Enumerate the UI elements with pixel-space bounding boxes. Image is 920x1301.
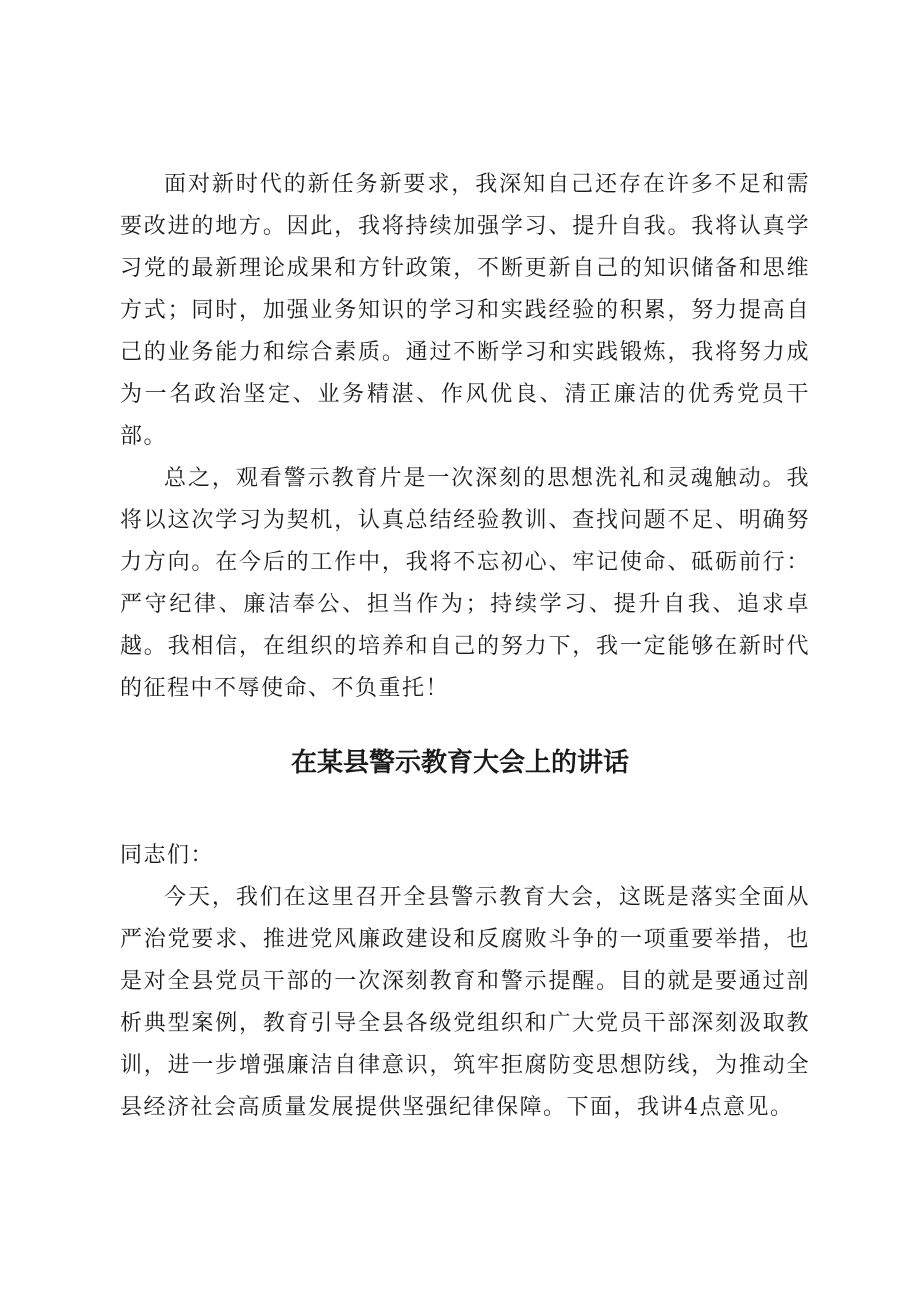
speech-title: 在某县警示教育大会上的讲话 <box>290 748 629 778</box>
paragraph-speech-opening: 今天，我们在这里召开全县警示教育大会，这既是落实全面从严治党要求、推进党风廉政建设和反腐败斗争的一项重要举措，也是对全县党员干部的一次深刻教育和警示提醒。目的就是要通过剖析典型案例，教育引导全县各级党组织和广大党员干部深刻汲取教训，进一步增强廉洁自律意识，筑牢拒腐防变思想防线，为推动全县经济社会高质量发展提供坚强纪律保障。下面，我讲4点意见。 <box>120 885 810 1120</box>
salutation: 同志们： <box>120 843 215 868</box>
body-section-upper <box>120 164 810 710</box>
paragraph-conclusion: 总之，观看警示教育片是一次深刻的思想洗礼和灵魂触动。我将以这次学习为契机，认真总结经验教训、查找问题不足、明确努力方向。在今后的工作中，我将不忘初心、牢记使命、砥砺前行：严守纪律、廉洁奉公、担当作为；持续学习、提升自我、追求卓越。我相信，在组织的培养和自己的努力下，我一定能够在新时代的征程中不辱使命、不负重托！ <box>120 466 810 701</box>
body-section-speech <box>120 835 810 1129</box>
paragraph-self-improvement: 面对新时代的新任务新要求，我深知自己还存在许多不足和需要改进的地方。因此，我将持续加强学习、提升自我。我将认真学习党的最新理论成果和方针政策，不断更新自己的知识储备和思维方式；同时，加强业务知识的学习和实践经验的积累，努力提高自己的业务能力和综合素质。通过不断学习和实践锻炼，我将努力成为一名政治坚定、业务精湛、作风优良、清正廉洁的优秀党员干部。 <box>120 172 810 449</box>
